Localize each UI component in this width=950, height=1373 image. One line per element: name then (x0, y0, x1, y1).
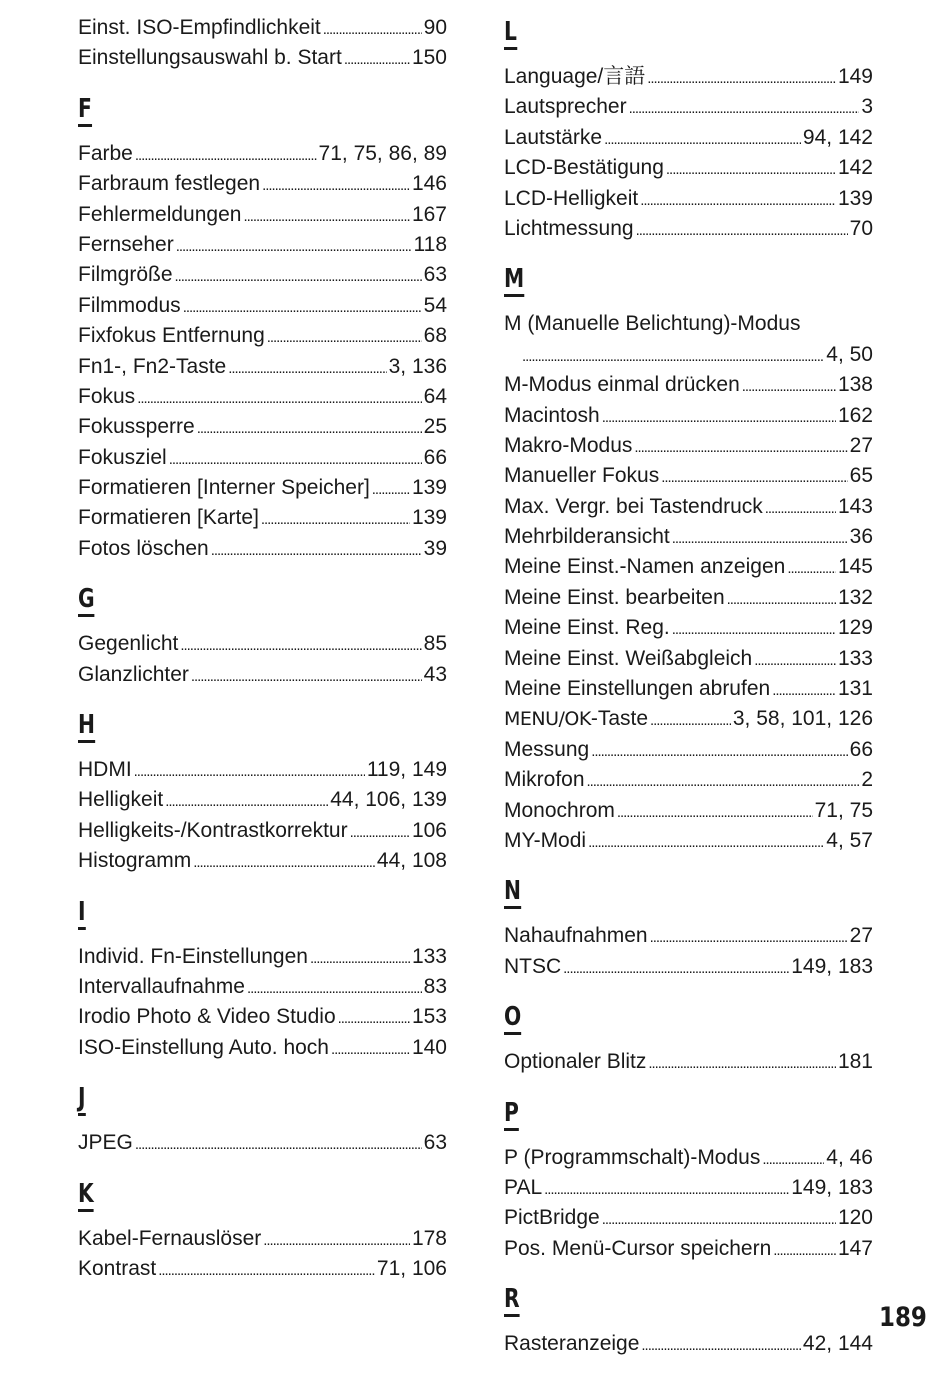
section-letter-heading: L (504, 17, 517, 50)
dot-leader (261, 503, 410, 535)
menu-ok-button-glyph: MENU/OK (504, 708, 591, 731)
dot-leader (165, 785, 328, 817)
index-entry (504, 765, 873, 795)
index-term: LCD-Bestätigung (504, 156, 664, 180)
index-entry (504, 62, 873, 92)
index-group-m (504, 244, 873, 856)
dot-leader (754, 644, 836, 676)
index-entry (78, 412, 447, 442)
index-term: Lichtmessung (504, 216, 634, 240)
index-term: Formatieren [Interner Speicher] (78, 476, 370, 500)
index-entry (78, 1128, 447, 1158)
dot-leader (262, 169, 410, 201)
dot-leader (640, 184, 836, 216)
index-entry (78, 473, 447, 503)
dot-leader (137, 382, 421, 414)
index-term: Rasteranzeige (504, 1332, 640, 1356)
index-entry (504, 1329, 873, 1359)
dot-leader (666, 153, 836, 185)
index-pages: 25 (423, 415, 447, 439)
index-pages: 181 (837, 1050, 873, 1074)
dot-leader (323, 13, 422, 45)
index-pages: 71, 75 (814, 798, 873, 822)
index-group-n (504, 856, 873, 982)
index-pages: 4, 57 (826, 828, 873, 852)
index-term: M (Manuelle Belichtung)-Modus (504, 312, 801, 336)
index-pages: 149 (837, 65, 873, 88)
index-entry (504, 1234, 873, 1264)
index-pages: 139 (411, 476, 447, 500)
index-pages: 149, 183 (791, 1175, 873, 1199)
index-entry (78, 382, 447, 412)
index-term: M-Modus einmal drücken (504, 373, 740, 397)
index-pages: 42, 144 (802, 1332, 873, 1356)
section-letter-heading: J (78, 1083, 86, 1116)
dot-leader (169, 443, 422, 475)
index-entry (78, 43, 447, 73)
dot-leader (247, 972, 422, 1004)
index-entry (78, 846, 447, 876)
index-term: ISO-Einstellung Auto. hoch (78, 1035, 329, 1059)
index-pages: 3 (861, 95, 873, 119)
index-term: Meine Einst.-Namen anzeigen (504, 555, 786, 579)
index-term: Lautsprecher (504, 95, 627, 119)
dot-leader (650, 921, 848, 953)
index-entry (78, 972, 447, 1002)
index-entry (78, 660, 447, 690)
index-term: Nahaufnahmen (504, 924, 648, 948)
section-letter-heading: N (504, 876, 521, 909)
index-group-i (78, 877, 447, 1064)
dot-leader (191, 660, 422, 692)
dot-leader (350, 816, 410, 848)
index-term: Messung (504, 737, 590, 761)
index-term: Intervallaufnahme (78, 974, 245, 998)
index-term: P (Programmschalt)-Modus (504, 1145, 761, 1169)
index-entry (504, 796, 873, 826)
index-entry (504, 921, 873, 951)
dot-leader (648, 1047, 836, 1079)
index-pages: 64 (423, 384, 447, 408)
dot-leader (647, 62, 836, 94)
dot-leader (176, 230, 412, 262)
index-pages: 63 (423, 263, 447, 287)
page-number: 189 (879, 1302, 927, 1333)
dot-leader (183, 291, 422, 323)
index-entry (504, 674, 873, 704)
index-entry (504, 1173, 873, 1203)
index-term: JPEG (78, 1131, 133, 1155)
index-pages: 145 (837, 555, 873, 579)
index-term: Pos. Menü-Cursor speichern (504, 1236, 772, 1260)
dot-leader (604, 123, 801, 155)
dot-leader (591, 735, 847, 767)
dot-leader (773, 1234, 836, 1266)
index-pages: 36 (849, 525, 873, 549)
index-entry (504, 401, 873, 431)
index-term: Filmmodus (78, 293, 181, 317)
index-group-r (504, 1264, 873, 1359)
index-entry (78, 169, 447, 199)
dot-leader (588, 826, 824, 858)
index-entry (504, 552, 873, 582)
index-term: Lautstärke (504, 125, 603, 149)
dot-leader (602, 1203, 836, 1235)
dot-leader (197, 412, 422, 444)
index-entry (504, 644, 873, 674)
dot-leader (193, 846, 375, 878)
index-group-g (78, 564, 447, 690)
index-term: Farbraum festlegen (78, 172, 261, 196)
dot-leader (158, 1254, 375, 1286)
index-entry (504, 826, 873, 856)
dot-leader (629, 92, 860, 124)
index-term: Manueller Fokus (504, 464, 660, 488)
index-pages: 146 (411, 172, 447, 196)
index-term: Meine Einstellungen abrufen (504, 677, 771, 701)
index-term: Fokus (78, 384, 136, 408)
index-term: Kabel-Fernauslöser (78, 1226, 262, 1250)
index-group-o (504, 982, 873, 1077)
index-term: Meine Einst. Weißabgleich (504, 646, 753, 670)
index-term: PAL (504, 1175, 543, 1199)
index-entry (78, 352, 447, 382)
index-term: Max. Vergr. bei Tastendruck (504, 494, 763, 518)
dot-leader (636, 214, 848, 246)
index-entry (504, 735, 873, 765)
section-letter-heading: K (78, 1179, 94, 1212)
index-entry (504, 184, 873, 214)
index-pages: 27 (849, 433, 873, 457)
dot-leader (617, 796, 813, 828)
index-pages: 133 (411, 944, 447, 968)
index-pages: 118 (413, 232, 447, 256)
index-entry (504, 461, 873, 491)
dot-leader (765, 492, 836, 524)
index-entry (504, 952, 873, 982)
index-entry (78, 1254, 447, 1284)
dot-leader (175, 260, 422, 292)
index-entry (78, 443, 447, 473)
dot-leader (787, 552, 836, 584)
index-entry (78, 291, 447, 321)
index-term: Fokussperre (78, 415, 195, 439)
index-term: HDMI (78, 758, 132, 782)
index-term: Helligkeit (78, 788, 164, 812)
index-entry (78, 260, 447, 290)
dot-leader (372, 473, 410, 505)
dot-leader (727, 583, 836, 615)
index-pages: 131 (837, 677, 873, 701)
index-pages: 167 (411, 202, 447, 226)
dot-leader (180, 629, 421, 661)
index-pages: 140 (411, 1035, 447, 1059)
index-pages: 3, 58, 101, 126 (732, 707, 873, 731)
index-pages: 85 (423, 632, 447, 656)
index-pages: 71, 106 (376, 1256, 447, 1280)
index-term: Fokusziel (78, 445, 167, 469)
index-pages: 94, 142 (802, 125, 873, 149)
dot-leader (661, 461, 847, 493)
index-term (504, 704, 648, 734)
index-pages: 139 (411, 506, 447, 530)
index-entry (504, 1203, 873, 1233)
dot-leader (211, 534, 422, 566)
index-entry (504, 1047, 873, 1077)
index-term: Individ. Fn-Einstellungen (78, 944, 308, 968)
index-term: Einstellungsauswahl b. Start (78, 46, 342, 70)
index-pages: 143 (837, 494, 873, 518)
index-pages: 4, 50 (826, 342, 873, 366)
index-entry (78, 534, 447, 564)
index-term: Meine Einst. Reg. (504, 616, 670, 640)
index-term: Gegenlicht (78, 632, 179, 656)
index-entry (504, 153, 873, 183)
index-entry (504, 370, 873, 400)
index-pages: 162 (837, 403, 873, 427)
index-pages: 150 (411, 46, 447, 70)
index-pages: 3, 136 (388, 354, 447, 378)
dot-leader (310, 942, 410, 974)
dot-leader (672, 613, 836, 645)
dot-leader (650, 704, 731, 736)
section-letter-heading: H (78, 710, 95, 743)
index-entry (78, 321, 447, 351)
index-pages: 129 (837, 616, 873, 640)
index-term: Einst. ISO-Empfindlichkeit (78, 16, 321, 39)
index-column-left (78, 13, 447, 1284)
dot-leader (634, 431, 847, 463)
section-letter-heading: I (78, 897, 86, 930)
dot-leader (135, 1128, 422, 1160)
index-pages: 27 (849, 924, 873, 948)
index-pages: 147 (837, 1236, 873, 1260)
index-pages: 63 (423, 1131, 447, 1155)
dot-leader (672, 522, 848, 554)
index-term: Histogramm (78, 849, 192, 873)
index-term: PictBridge (504, 1206, 600, 1230)
index-entry (78, 629, 447, 659)
index-term: Kontrast (78, 1256, 157, 1280)
index-term: Language/言語 (504, 65, 646, 88)
index-pages: 44, 106, 139 (330, 788, 447, 812)
index-group-k (78, 1159, 447, 1285)
index-term-suffix: -Taste (590, 707, 649, 731)
index-entry (504, 492, 873, 522)
index-pages: 132 (837, 585, 873, 609)
index-entry (504, 613, 873, 643)
section-letter-heading: M (504, 264, 524, 297)
index-entry (78, 1002, 447, 1032)
index-term: Helligkeits-/Kontrastkorrektur (78, 818, 348, 842)
dot-leader (563, 952, 789, 984)
index-entry (78, 200, 447, 230)
index-entry (78, 230, 447, 260)
index-term: Mehrbilderansicht (504, 525, 670, 549)
index-entry (78, 942, 447, 972)
index-group-p (504, 1078, 873, 1265)
index-term: MY-Modi (504, 828, 587, 852)
dot-leader (772, 674, 836, 706)
index-entry (78, 755, 447, 785)
index-entry (504, 92, 873, 122)
index-term: Makro-Modus (504, 433, 633, 457)
index-pages: 83 (423, 974, 447, 998)
index-group-f (78, 74, 447, 564)
index-pages: 178 (411, 1226, 447, 1250)
dot-leader (641, 1329, 801, 1361)
index-pages: 70 (849, 216, 873, 240)
dot-leader (267, 321, 422, 353)
index-pages: 65 (849, 464, 873, 488)
index-pages: 119, 149 (366, 758, 447, 782)
index-pages: 66 (423, 445, 447, 469)
index-pages: 4, 46 (826, 1145, 873, 1169)
index-term: Macintosh (504, 403, 600, 427)
dot-leader (134, 755, 365, 787)
index-group-h (78, 690, 447, 877)
index-pages: 138 (837, 373, 873, 397)
index-term: Fotos löschen (78, 536, 209, 560)
index-term: Fernseher (78, 232, 174, 256)
index-entry (78, 1224, 447, 1254)
index-pages: 149, 183 (791, 954, 873, 978)
index-pages: 43 (423, 662, 447, 686)
index-entry (504, 704, 873, 734)
index-term: Monochrom (504, 798, 615, 822)
dot-leader (544, 1173, 789, 1205)
index-entry (504, 583, 873, 613)
section-letter-heading: R (504, 1284, 520, 1317)
index-pages: 68 (423, 324, 447, 348)
index-term: Optionaler Blitz (504, 1050, 647, 1074)
index-term: Irodio Photo & Video Studio (78, 1005, 336, 1029)
index-pages: 66 (849, 737, 873, 761)
index-pages: 2 (861, 768, 873, 792)
index-entry (78, 785, 447, 815)
index-term: Fn1-, Fn2-Taste (78, 354, 227, 378)
index-term: Glanzlichter (78, 662, 189, 686)
index-entry (504, 522, 873, 552)
index-pages: 106 (411, 818, 447, 842)
dot-leader (338, 1002, 410, 1034)
index-entry (504, 1143, 873, 1173)
index-term: Farbe (78, 141, 133, 165)
dot-leader (135, 139, 317, 171)
index-pages: 153 (411, 1005, 447, 1029)
index-column-right (504, 13, 873, 1360)
index-term: Filmgröße (78, 263, 173, 287)
index-entry (78, 816, 447, 846)
dot-leader (742, 370, 836, 402)
dot-leader (602, 401, 836, 433)
index-pages: 120 (837, 1206, 873, 1230)
index-entry (78, 139, 447, 169)
section-letter-heading: P (504, 1098, 519, 1131)
index-pages: 133 (837, 646, 873, 670)
dot-leader (522, 340, 824, 372)
index-term: Meine Einst. bearbeiten (504, 585, 725, 609)
index-pages: 139 (837, 186, 873, 210)
index-term: Fehlermeldungen (78, 202, 242, 226)
dot-leader (762, 1143, 824, 1175)
index-pages: 90 (423, 16, 447, 39)
dot-leader (263, 1224, 410, 1256)
index-pages: 44, 108 (376, 849, 447, 873)
index-term: NTSC (504, 954, 562, 978)
index-entry (504, 123, 873, 153)
index-entry (78, 13, 447, 43)
index-entry (504, 214, 873, 244)
index-term: Fixfokus Entfernung (78, 324, 265, 348)
dot-leader (228, 352, 386, 384)
index-term: Mikrofon (504, 768, 585, 792)
index-group-j (78, 1063, 447, 1158)
index-term: Formatieren [Karte] (78, 506, 259, 530)
section-letter-heading: F (78, 94, 92, 127)
index-pages: 54 (423, 293, 447, 317)
index-group-l (504, 13, 873, 244)
index-pages: 142 (837, 156, 873, 180)
index-entry (504, 431, 873, 461)
index-pages: 39 (423, 536, 447, 560)
dot-leader (331, 1033, 410, 1065)
index-pages: 71, 75, 86, 89 (318, 141, 447, 165)
section-letter-heading: G (78, 584, 95, 617)
dot-leader (587, 765, 860, 797)
index-entry (78, 1033, 447, 1063)
section-letter-heading: O (504, 1002, 521, 1035)
index-entry (78, 503, 447, 533)
index-entry (504, 309, 873, 370)
index-term: LCD-Helligkeit (504, 186, 639, 210)
dot-leader (344, 43, 410, 75)
dot-leader (243, 200, 410, 232)
